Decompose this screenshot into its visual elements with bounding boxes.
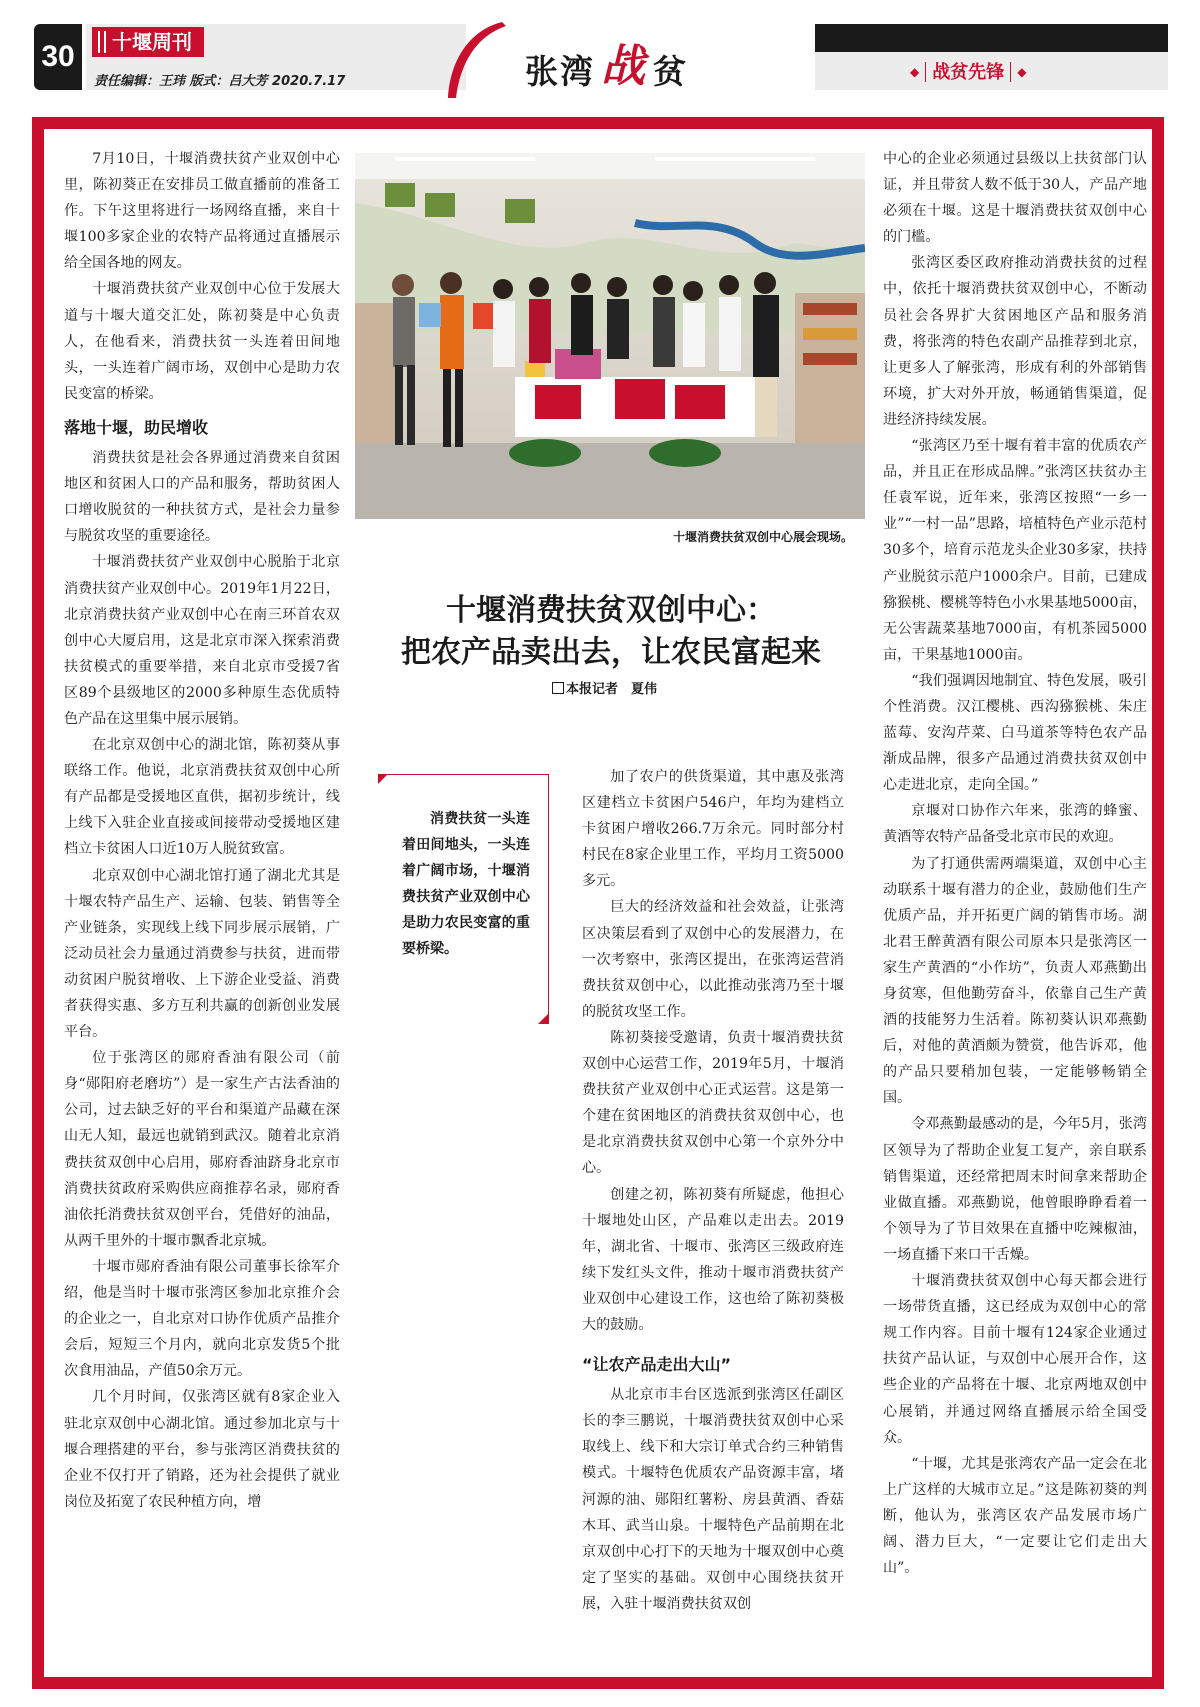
article-column-2	[582, 764, 844, 1617]
headline-line-2: 把农产品卖出去，让农民富起来	[401, 635, 821, 670]
pullquote: 消费扶贫一头连着田间地头，一头连着广阔市场，十堰消费扶贫产业双创中心是助力农民变富的重要桥梁。	[402, 811, 530, 957]
section-title-emphasis: 战	[601, 41, 647, 92]
pullquote-rule	[378, 774, 548, 775]
paragraph: 十堰消费扶贫产业双创中心脱胎于北京消费扶贫产业双创中心。2019年1月22日，北京消费扶贫产业双创中心在南三环首农双创中心大厦启用，这是北京市深入探索消费扶贫模式的重要举措，来自北京市受援7省区89个县级地区的2000多种原生态优质特色产品在这里集中展示展销。	[64, 554, 340, 727]
exhibition-photo	[355, 153, 865, 519]
paragraph: 消费扶贫是社会各界通过消费来自贫困地区和贫困人口的产品和服务，帮助贫困人口增收脱贫的一种扶贫方式，是社会力量参与脱贫攻坚的重要途径。	[64, 450, 340, 545]
section-title	[525, 32, 688, 96]
header-swoosh-icon	[440, 20, 510, 100]
page-number: 30	[34, 24, 82, 90]
section-title-part-a: 张湾	[525, 52, 595, 91]
column-tag-label: 战贫先锋	[932, 62, 1005, 83]
paragraph: 陈初葵接受邀请，负责十堰消费扶贫双创中心运营工作，2019年5月，十堰消费扶贫产业双创中心正式运营。这是第一个建在贫困地区的消费扶贫双创中心，也是北京消费扶贫双创中心第一个京外分中心。	[582, 1029, 844, 1177]
paragraph: 北京双创中心湖北馆打通了湖北尤其是十堰农特产品生产、运输、包装、销售等全产业链条，实现线上线下同步展示展销，广泛动员社会力量通过消费参与扶贫，进而带动贫困户脱贫增收、上下游企业受益、消费者获得实惠、多方互利共赢的创新创业发展平台。	[64, 867, 340, 1041]
paragraph: 加了农户的供货渠道，其中惠及张湾区建档立卡贫困户546户，年均为建档立卡贫困户增收266.7万余元。同时部分村村民在8家企业里工作，平均月工资5000多元。	[582, 769, 844, 890]
column-tag	[910, 58, 1026, 84]
subheading: 落地十堰，助民增收	[64, 417, 209, 437]
paragraph: “十堰，尤其是张湾农产品一定会在北上广这样的大城市立足。”这是陈初葵的判断，他认为，张湾区农产品发展市场广阔、潜力巨大，“一定要让它们走出大山”。	[883, 1455, 1147, 1577]
article-column-1	[64, 146, 340, 1515]
paragraph: 为了打通供需两端渠道，双创中心主动联系十堰有潜力的企业，鼓励他们生产优质产品，并开拓更广阔的销售市场。湖北君王醉黄酒有限公司原本只是张湾区一家生产黄酒的“小作坊”，负责人邓燕勤出身贫寒，但他勤劳奋斗，依靠自己生产黄酒的技能努力生活着。陈初葵认识邓燕勤后，对他的黄酒颇为赞赏，他告诉邓，他的产品只要稍加包装，一定能够畅销全国。	[883, 855, 1147, 1107]
paragraph: 十堰消费扶贫产业双创中心位于发展大道与十堰大道交汇处，陈初葵是中心负责人，在他看来，消费扶贫一头连着田间地头，一头连着广阔市场，双创中心是助力农民变富的桥梁。	[64, 281, 340, 402]
section-title-part-c: 贫	[653, 52, 688, 91]
paragraph: 7月10日，十堰消费扶贫产业双创中心里，陈初葵正在安排员工做直播前的准备工作。下午这里将进行一场网络直播，来自十堰100多家企业的农特产品将通过直播展示给全国各地的网友。	[64, 151, 340, 272]
pullquote-rule	[548, 774, 549, 1024]
paragraph: 京堰对口协作六年来，张湾的蜂蜜、黄酒等农特产品备受北京市民的欢迎。	[883, 803, 1147, 846]
paragraph: “我们强调因地制宜、特色发展，吸引个性消费。汉江樱桃、西沟猕猴桃、朱庄蓝莓、安沟芹菜、白马道茶等特色农产品渐成品牌，很多产品通过消费扶贫双创中心走进北京，走向全国。”	[883, 672, 1147, 794]
header-right-band	[815, 24, 1168, 52]
paragraph: 巨大的经济效益和社会效益，让张湾区决策层看到了双创中心的发展潜力，在一次考察中，张湾区提出，在张湾运营消费扶贫双创中心，以此推动张湾乃至十堰的脱贫攻坚工作。	[582, 899, 844, 1020]
paragraph: 十堰消费扶贫双创中心每天都会进行一场带货直播，这已经成为双创中心的常规工作内容。目前十堰有124家企业通过扶贫产品认证，与双创中心展开合作，这些企业的产品将在十堰、北京两地双创中心展销，并通过网络直播展示给全国受众。	[883, 1273, 1147, 1446]
paragraph: “张湾区乃至十堰有着丰富的优质农产品，并且正在形成品牌。”张湾区扶贫办主任袁军说，近年来，张湾区按照“一乡一业”“一村一品”思路，培植特色产业示范村30多个，培育示范龙头企业30多家，扶持产业脱贫示范户1000余户。目前，已建成猕猴桃、樱桃等特色小水果基地5000亩，无公害蔬菜基地7000亩，有机茶园5000亩，干果基地1000亩。	[883, 438, 1147, 663]
paragraph: 令邓燕勤最感动的是，今年5月，张湾区领导为了帮助企业复工复产，亲自联系销售渠道，还经常把周末时间拿来帮助企业做直播。邓燕勤说，他曾眼睁睁看着一个领导为了节目效果在直播中吃辣椒油，一场直播下来口干舌燥。	[883, 1116, 1147, 1263]
article-column-3	[883, 146, 1147, 1581]
diamond-icon: ◆	[1017, 65, 1027, 79]
diamond-icon: ◆	[910, 65, 920, 79]
article-headline	[355, 590, 867, 674]
paragraph: 张湾区委区政府推动消费扶贫的过程中，依托十堰消费扶贫双创中心，不断动员社会各界扩大贫困地区产品和服务消费，将张湾的特色农副产品推荐到北京，让更多人了解张湾，形成有利的外部销售环境，扩大对外开放，畅通销售渠道，促进经济持续发展。	[883, 255, 1147, 428]
pullquote-corner	[538, 1014, 548, 1024]
paragraph: 位于张湾区的郧府香油有限公司（前身“郧阳府老磨坊”）是一家生产古法香油的公司，过去缺乏好的平台和渠道产品藏在深山无人知，最远也就销到武汉。随着北京消费扶贫双创中心启用，郧府香油跻身北京市消费扶贫政府采购供应商推荐名录，郧府香油依托消费扶贫双创平台，凭借好的油品，从两千里外的十堰市飘香北京城。	[64, 1050, 340, 1249]
paragraph: 从北京市丰台区选派到张湾区任副区长的李三鹏说，十堰消费扶贫双创中心采取线上、线下和大宗订单式合约三种销售模式。十堰特色优质农产品资源丰富，堵河源的油、郧阳红薯粉、房县黄酒、香菇木耳、武当山泉。十堰特色产品前期在北京双创中心打下的天地为十堰双创中心奠定了坚实的基础。双创中心围绕扶贫开展，入驻十堰消费扶贫双创	[582, 1387, 844, 1612]
headline-line-1: 十堰消费扶贫双创中心：	[446, 593, 776, 628]
photo-caption: 十堰消费扶贫双创中心展会现场。	[672, 530, 853, 544]
byline	[552, 678, 657, 697]
paragraph: 创建之初，陈初葵有所疑虑，他担心十堰地处山区，产品难以走出去。2019年，湖北省、十堰市、张湾区三级政府连续下发红头文件，推动十堰市消费扶贫产业双创中心建设工作，这也给了陈初葵极大的鼓励。	[582, 1186, 844, 1333]
editor-credits: 责任编辑：王玮 版式：吕大芳 2020.7.17	[94, 74, 346, 89]
subheading: “让农产品走出大山”	[582, 1355, 732, 1375]
byline-text: 本报记者 夏伟	[566, 682, 658, 697]
paragraph: 中心的企业必须通过县级以上扶贫部门认证，并且带贫人数不低于30人，产品产地必须在十堰。这是十堰消费扶贫双创中心的门槛。	[883, 151, 1147, 246]
square-icon	[552, 682, 564, 694]
masthead-logo: 十堰周刊	[92, 27, 204, 57]
paragraph: 在北京双创中心的湖北馆，陈初葵从事联络工作。他说，北京消费扶贫双创中心所有产品都是受援地区直供，据初步统计，线上线下入驻企业直接或间接带动受援地区建档立卡贫困人口近10万人脱贫致富。	[64, 737, 340, 858]
paragraph: 十堰市郧府香油有限公司董事长徐军介绍，他是当时十堰市张湾区参加北京推介会的企业之一，自北京对口协作优质产品推介会后，短短三个月内，就向北京发货5个批次食用油品，产值50余万元。	[64, 1258, 340, 1380]
pullquote-corner	[378, 774, 388, 784]
paragraph: 几个月时间，仅张湾区就有8家企业入驻北京双创中心湖北馆。通过参加北京与十堰合理搭建的平台，参与张湾区消费扶贫的企业不仅打开了销路，还为社会提供了就业岗位及拓宽了农民种植方向，增	[64, 1389, 340, 1510]
